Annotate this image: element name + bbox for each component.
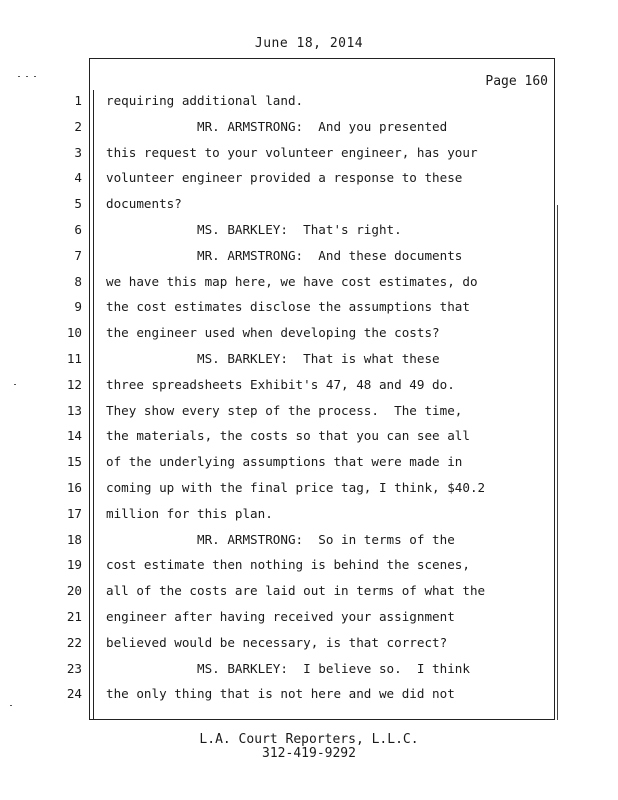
transcript-line [0,324,618,350]
transcript-line [0,195,618,221]
transcript-line [0,118,618,144]
transcript-line [0,402,618,428]
transcript-line [0,582,618,608]
line-number: 1 [74,93,82,108]
transcript-line [0,634,618,660]
transcript-line [0,247,618,273]
line-number: 9 [74,299,82,315]
line-number: 15 [66,454,82,470]
line-number: 14 [66,428,82,444]
transcript-line [0,453,618,479]
line-text: MS. BARKLEY: That's right. [106,222,402,237]
transcript-line [0,531,618,557]
transcript-line [0,273,618,299]
line-number: 8 [74,273,82,289]
line-text: MS. BARKLEY: That is what these [106,351,440,366]
reporter-company: L.A. Court Reporters, L.L.C. [199,732,419,747]
line-text: MS. BARKLEY: I believe so. I think [106,660,470,676]
scan-speck [18,76,20,77]
line-text: of the underlying assumptions that were made in [106,454,463,470]
line-text: this request to your volunteer engineer, has your [106,144,478,160]
footer [0,733,618,761]
line-text: engineer after having received your assignment [106,609,455,624]
line-number: 22 [66,634,82,650]
line-text: documents? [106,196,182,212]
line-text: million for this plan. [106,505,273,521]
line-number: 3 [74,144,82,160]
transcript-line [0,376,618,402]
transcript-line [0,144,618,170]
transcript-date: June 18, 2014 [254,36,364,51]
scan-speck [14,384,16,385]
line-number: 12 [66,376,82,392]
line-number: 17 [66,505,82,521]
transcript-line [0,92,618,118]
line-text: believed would be necessary, is that correct? [106,634,448,650]
transcript-line [0,505,618,531]
page-number: Page 160 [485,74,548,89]
transcript-line [0,556,618,582]
transcript-line [0,660,618,686]
line-number: 18 [66,531,82,547]
line-number: 7 [74,247,82,263]
line-text: three spreadsheets Exhibit's 47, 48 and 49 do. [106,376,455,392]
line-text: the materials, the costs so that you can see all [106,428,470,444]
line-number: 5 [74,196,82,212]
line-number: 23 [66,660,82,676]
line-text: coming up with the final price tag, I think, $40.2 [106,480,486,495]
line-text: requiring additional land. [106,93,304,108]
scan-speck [34,76,36,77]
line-number: 6 [74,222,82,237]
line-text: MR. ARMSTRONG: So in terms of the [106,531,455,547]
transcript-line [0,427,618,453]
line-text: all of the costs are laid out in terms of what the [106,583,486,599]
transcript-line [0,479,618,505]
line-number: 20 [66,583,82,599]
line-text: we have this map here, we have cost estimates, do [106,273,478,289]
line-number: 21 [66,609,82,624]
line-text: MR. ARMSTRONG: And you presented [106,118,448,134]
line-number: 2 [74,118,82,134]
transcript-line [0,685,618,711]
line-text: the cost estimates disclose the assumptions that [106,299,470,315]
line-text: cost estimate then nothing is behind the scenes, [106,557,470,573]
line-number: 4 [74,170,82,186]
scan-speck [26,76,28,77]
line-number: 13 [66,402,82,418]
line-text: MR. ARMSTRONG: And these documents [106,247,463,263]
reporter-phone: 312-419-9292 [262,746,356,761]
scan-speck [10,705,12,706]
line-number: 19 [66,557,82,573]
line-number: 16 [66,480,82,495]
transcript-line [0,298,618,324]
line-number: 24 [66,686,82,702]
transcript-line [0,608,618,634]
transcript-line [0,350,618,376]
line-text: the engineer used when developing the costs? [106,325,440,341]
line-text: They show every step of the process. The time, [106,402,463,418]
line-number: 10 [66,325,82,341]
line-text: the only thing that is not here and we did not [106,686,455,702]
transcript-line [0,221,618,247]
line-number: 11 [66,351,82,366]
line-text: volunteer engineer provided a response to these [106,170,463,186]
transcript-line [0,169,618,195]
